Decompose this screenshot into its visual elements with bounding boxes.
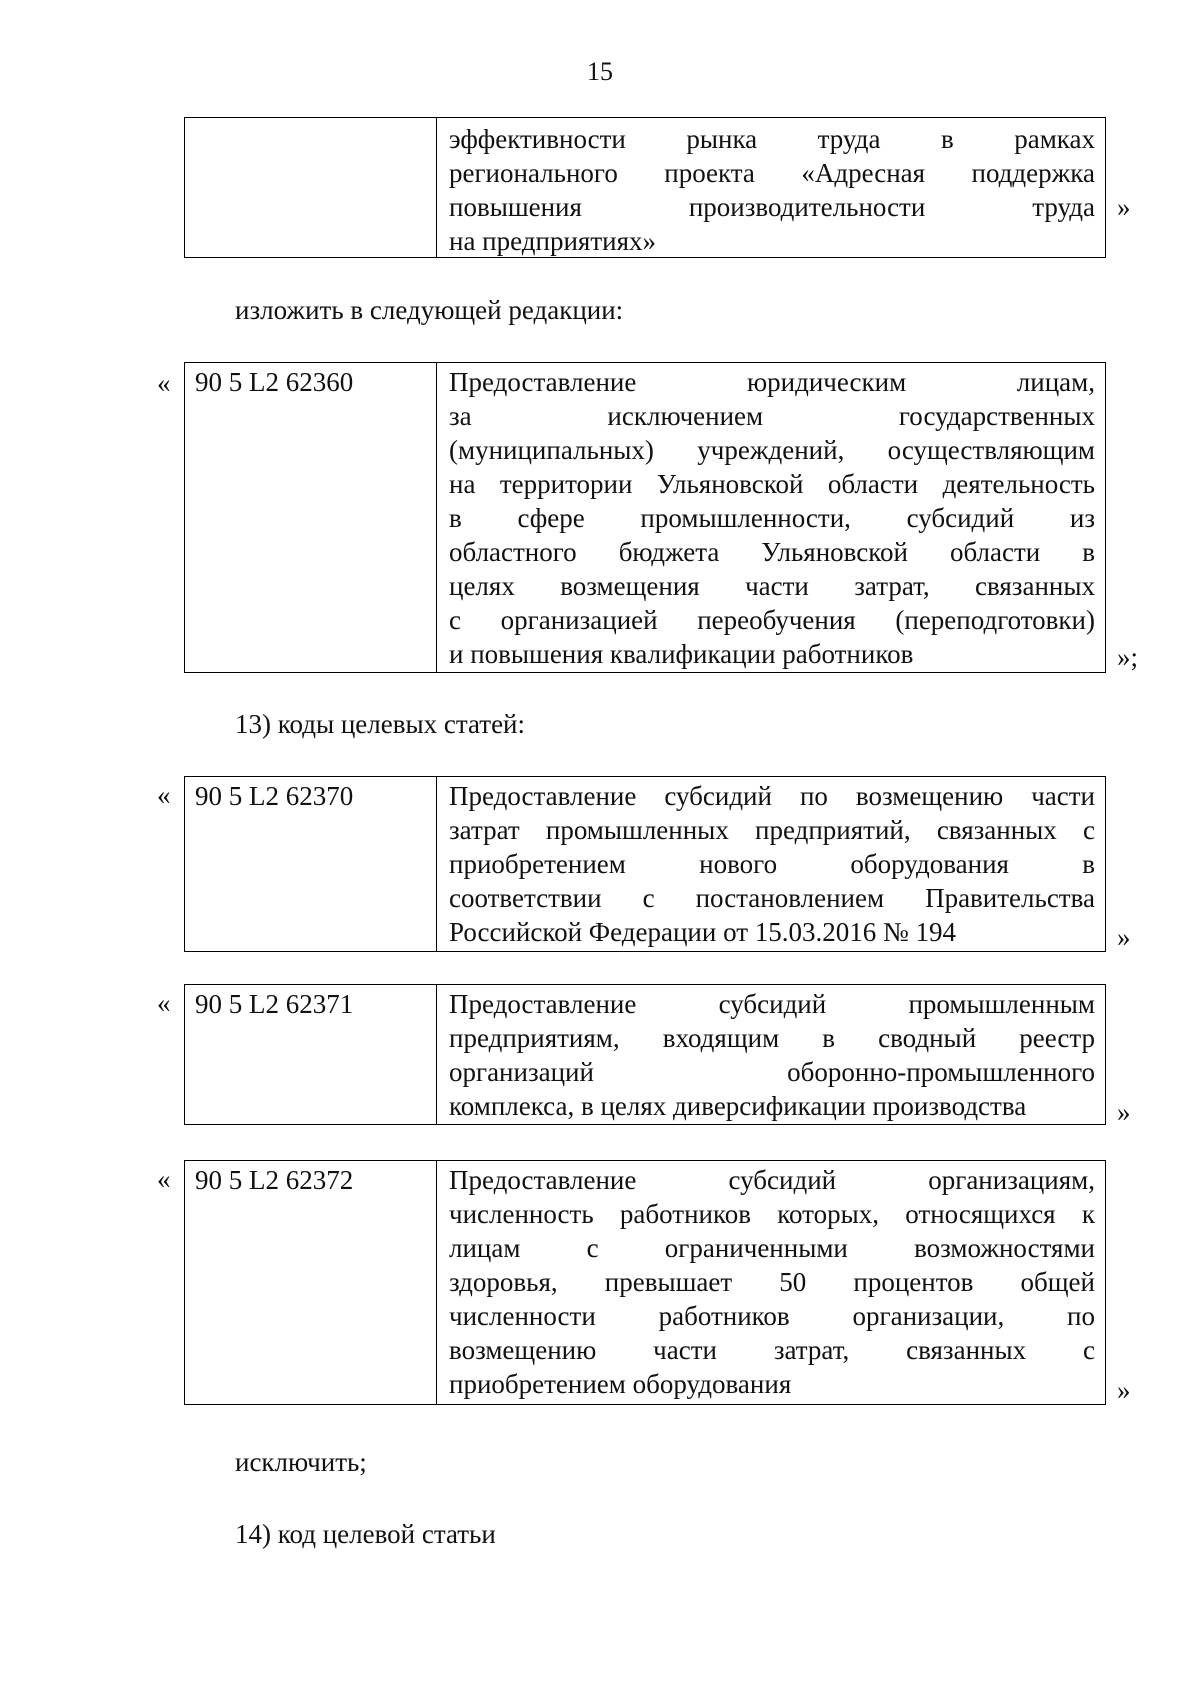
- description-line: повышения производительности труда: [449, 192, 1095, 222]
- section-heading: 14) код целевой статьи: [235, 1519, 496, 1549]
- description-cell: [437, 985, 1105, 1123]
- description-line: лицам с ограниченными возможностями: [449, 1233, 1095, 1263]
- opening-quote: «: [157, 988, 171, 1018]
- closing-quote: »: [1117, 1097, 1131, 1127]
- description-line: целях возмещения части затрат, связанных: [449, 571, 1095, 601]
- opening-quote: «: [157, 780, 171, 810]
- page-number: 15: [587, 57, 613, 86]
- opening-quote: «: [157, 1164, 171, 1194]
- description-line: в сфере промышленности, субсидий из: [449, 503, 1095, 533]
- description-line: за исключением государственных: [449, 401, 1095, 431]
- description-cell: [437, 363, 1105, 671]
- description-line: Предоставление субсидий по возмещению части: [449, 781, 1095, 811]
- description-line: численность работников которых, относящихся к: [449, 1199, 1095, 1229]
- code-cell-empty: [185, 118, 437, 257]
- description-line: Предоставление субсидий промышленным: [449, 989, 1095, 1019]
- target-article-table: [184, 776, 1106, 952]
- description-line: на территории Ульяновской области деятельность: [449, 469, 1095, 499]
- description-line: приобретением нового оборудования в: [449, 849, 1095, 879]
- description-line: и повышения квалификации работников: [449, 639, 914, 669]
- description-line: здоровья, превышает 50 процентов общей: [449, 1267, 1095, 1297]
- description-line: на предприятиях»: [449, 226, 656, 256]
- instruction-paragraph: изложить в следующей редакции:: [235, 295, 624, 325]
- article-code: 90 5 L2 62371: [185, 985, 437, 1124]
- description-line: (муниципальных) учреждений, осуществляющим: [449, 435, 1095, 465]
- closing-quote: »;: [1117, 642, 1139, 672]
- description-line: возмещению части затрат, связанных с: [449, 1335, 1095, 1365]
- description-line: эффективности рынка труда в рамках: [449, 124, 1095, 154]
- description-line: комплекса, в целях диверсификации производства: [449, 1091, 1027, 1121]
- description-line: Предоставление субсидий организациям,: [449, 1165, 1095, 1195]
- table-fragment-continuation: [184, 117, 1106, 258]
- description-line: организаций оборонно-промышленного: [449, 1057, 1095, 1087]
- target-article-table: [184, 984, 1106, 1125]
- section-heading: 13) коды целевых статей:: [235, 709, 525, 739]
- description-cell: [437, 777, 1105, 949]
- target-article-table: [184, 1160, 1106, 1405]
- article-code: 90 5 L2 62370: [185, 777, 437, 951]
- description-cell: [437, 118, 1105, 258]
- closing-quote: »: [1117, 922, 1131, 952]
- article-code: 90 5 L2 62360: [185, 363, 437, 672]
- description-line: приобретением оборудования: [449, 1369, 792, 1399]
- instruction-paragraph: исключить;: [235, 1447, 367, 1477]
- description-line: затрат промышленных предприятий, связанных с: [449, 815, 1095, 845]
- target-article-table: [184, 362, 1106, 673]
- description-line: с организацией переобучения (переподготовки): [449, 605, 1095, 635]
- description-cell: [437, 1161, 1105, 1401]
- description-line: соответствии с постановлением Правительства: [449, 883, 1095, 913]
- closing-quote: »: [1117, 1375, 1131, 1405]
- article-code: 90 5 L2 62372: [185, 1161, 437, 1404]
- opening-quote: «: [157, 368, 171, 398]
- description-line: областного бюджета Ульяновской области в: [449, 537, 1095, 567]
- description-line: регионального проекта «Адресная поддержка: [449, 158, 1095, 188]
- description-line: Предоставление юридическим лицам,: [449, 367, 1095, 397]
- description-line: Российской Федерации от 15.03.2016 № 194: [449, 917, 957, 947]
- description-line: предприятиям, входящим в сводный реестр: [449, 1023, 1095, 1053]
- closing-quote: »: [1117, 192, 1131, 222]
- description-line: численности работников организации, по: [449, 1301, 1095, 1331]
